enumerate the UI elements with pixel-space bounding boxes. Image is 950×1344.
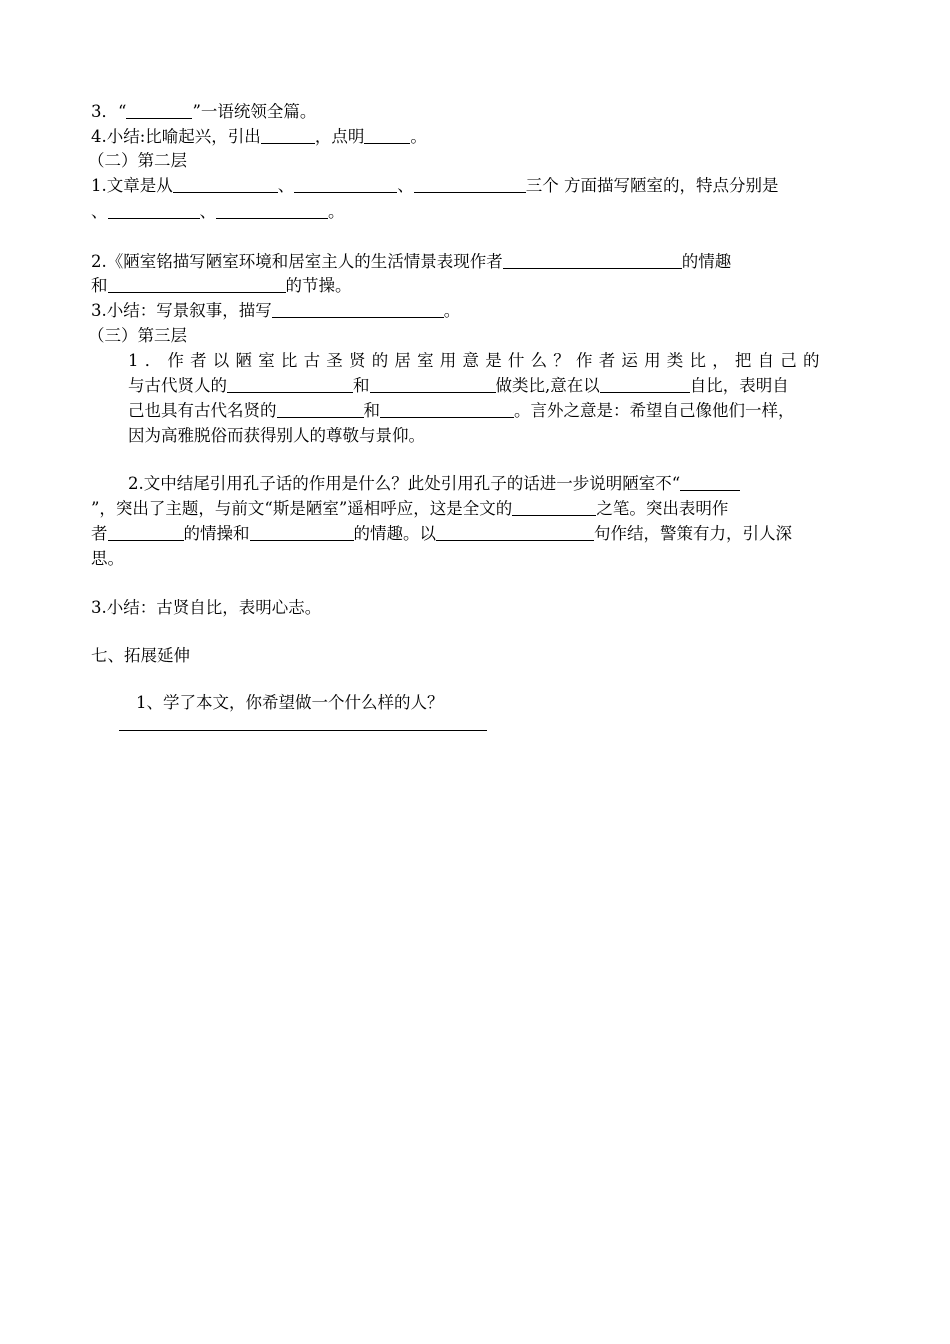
q2-layer3-line3: 者 的情操和 的情趣。以 句作结，警策有力，引人深 [91,524,792,543]
answer-blank[interactable] [380,401,514,418]
answer-blank[interactable] [294,176,397,193]
summary-3-layer2: 3.小结：写景叙事，描写 。 [91,301,461,320]
answer-blank[interactable] [227,376,353,393]
answer-blank[interactable] [414,176,526,193]
answer-blank[interactable] [364,127,410,144]
summary-3-layer3: 3.小结：古贤自比，表明心志。 [91,598,322,617]
summary-4: 4.小结:比喻起兴，引出 ，点明 。 [91,127,427,146]
q1-layer3-line4: 因为高雅脱俗而获得别人的尊敬与景仰。 [128,426,425,445]
section-heading-7: 七、拓展延伸 [91,646,190,665]
extension-question-1: 1、学了本文，你希望做一个什么样的人？ [136,693,444,712]
q2-layer3: 2.文中结尾引用孔子话的作用是什么？此处引用孔子的话进一步说明陋室不“ [128,473,740,495]
answer-blank[interactable] [503,252,682,269]
q1-layer3-line2: 与古代贤人的 和 做类比,意在以 自比，表明自 [128,376,789,395]
answer-blank[interactable] [680,474,740,491]
answer-blank[interactable] [108,202,200,219]
answer-blank[interactable] [436,524,594,541]
answer-blank[interactable] [272,301,444,318]
answer-blank[interactable] [108,276,286,293]
q3-statement: 3．“ ”一语统领全篇。 [91,102,317,121]
q1-layer2: 1.文章是从 、 、 三个 方面描写陋室的，特点分别是 [91,176,779,195]
q2-layer2: 2.《陋室铭描写陋室环境和居室主人的生活情景表现作者 的情趣 [91,252,732,271]
q2-layer3-line2: ”，突出了主题，与前文“斯是陋室”遥相呼应，这是全文的 之笔。突出表明作 [91,499,729,518]
q1-layer3-line3: 己也具有古代名贤的 和 。言外之意是：希望自己像他们一样， [128,401,795,420]
q1-layer2-cont: 、 、 。 [91,202,345,221]
answer-blank[interactable] [250,524,354,541]
q2-layer3-line4: 思。 [91,549,124,568]
answer-blank[interactable] [370,376,496,393]
section-heading-3: （三）第三层 [88,326,187,345]
answer-blank[interactable] [277,401,364,418]
answer-blank[interactable] [173,176,278,193]
answer-blank[interactable] [126,102,192,119]
answer-line[interactable] [119,730,487,731]
answer-blank[interactable] [216,202,328,219]
answer-blank[interactable] [261,127,315,144]
answer-blank[interactable] [512,499,596,516]
answer-blank[interactable] [108,524,184,541]
q2-layer2-cont: 和 的节操。 [91,276,352,295]
q1-layer3: 1．作者以陋室比古圣贤的居室用意是什么？作者运用类比，把自己的 [128,351,826,370]
section-heading-2: （二）第二层 [88,151,187,170]
answer-blank[interactable] [600,376,690,393]
